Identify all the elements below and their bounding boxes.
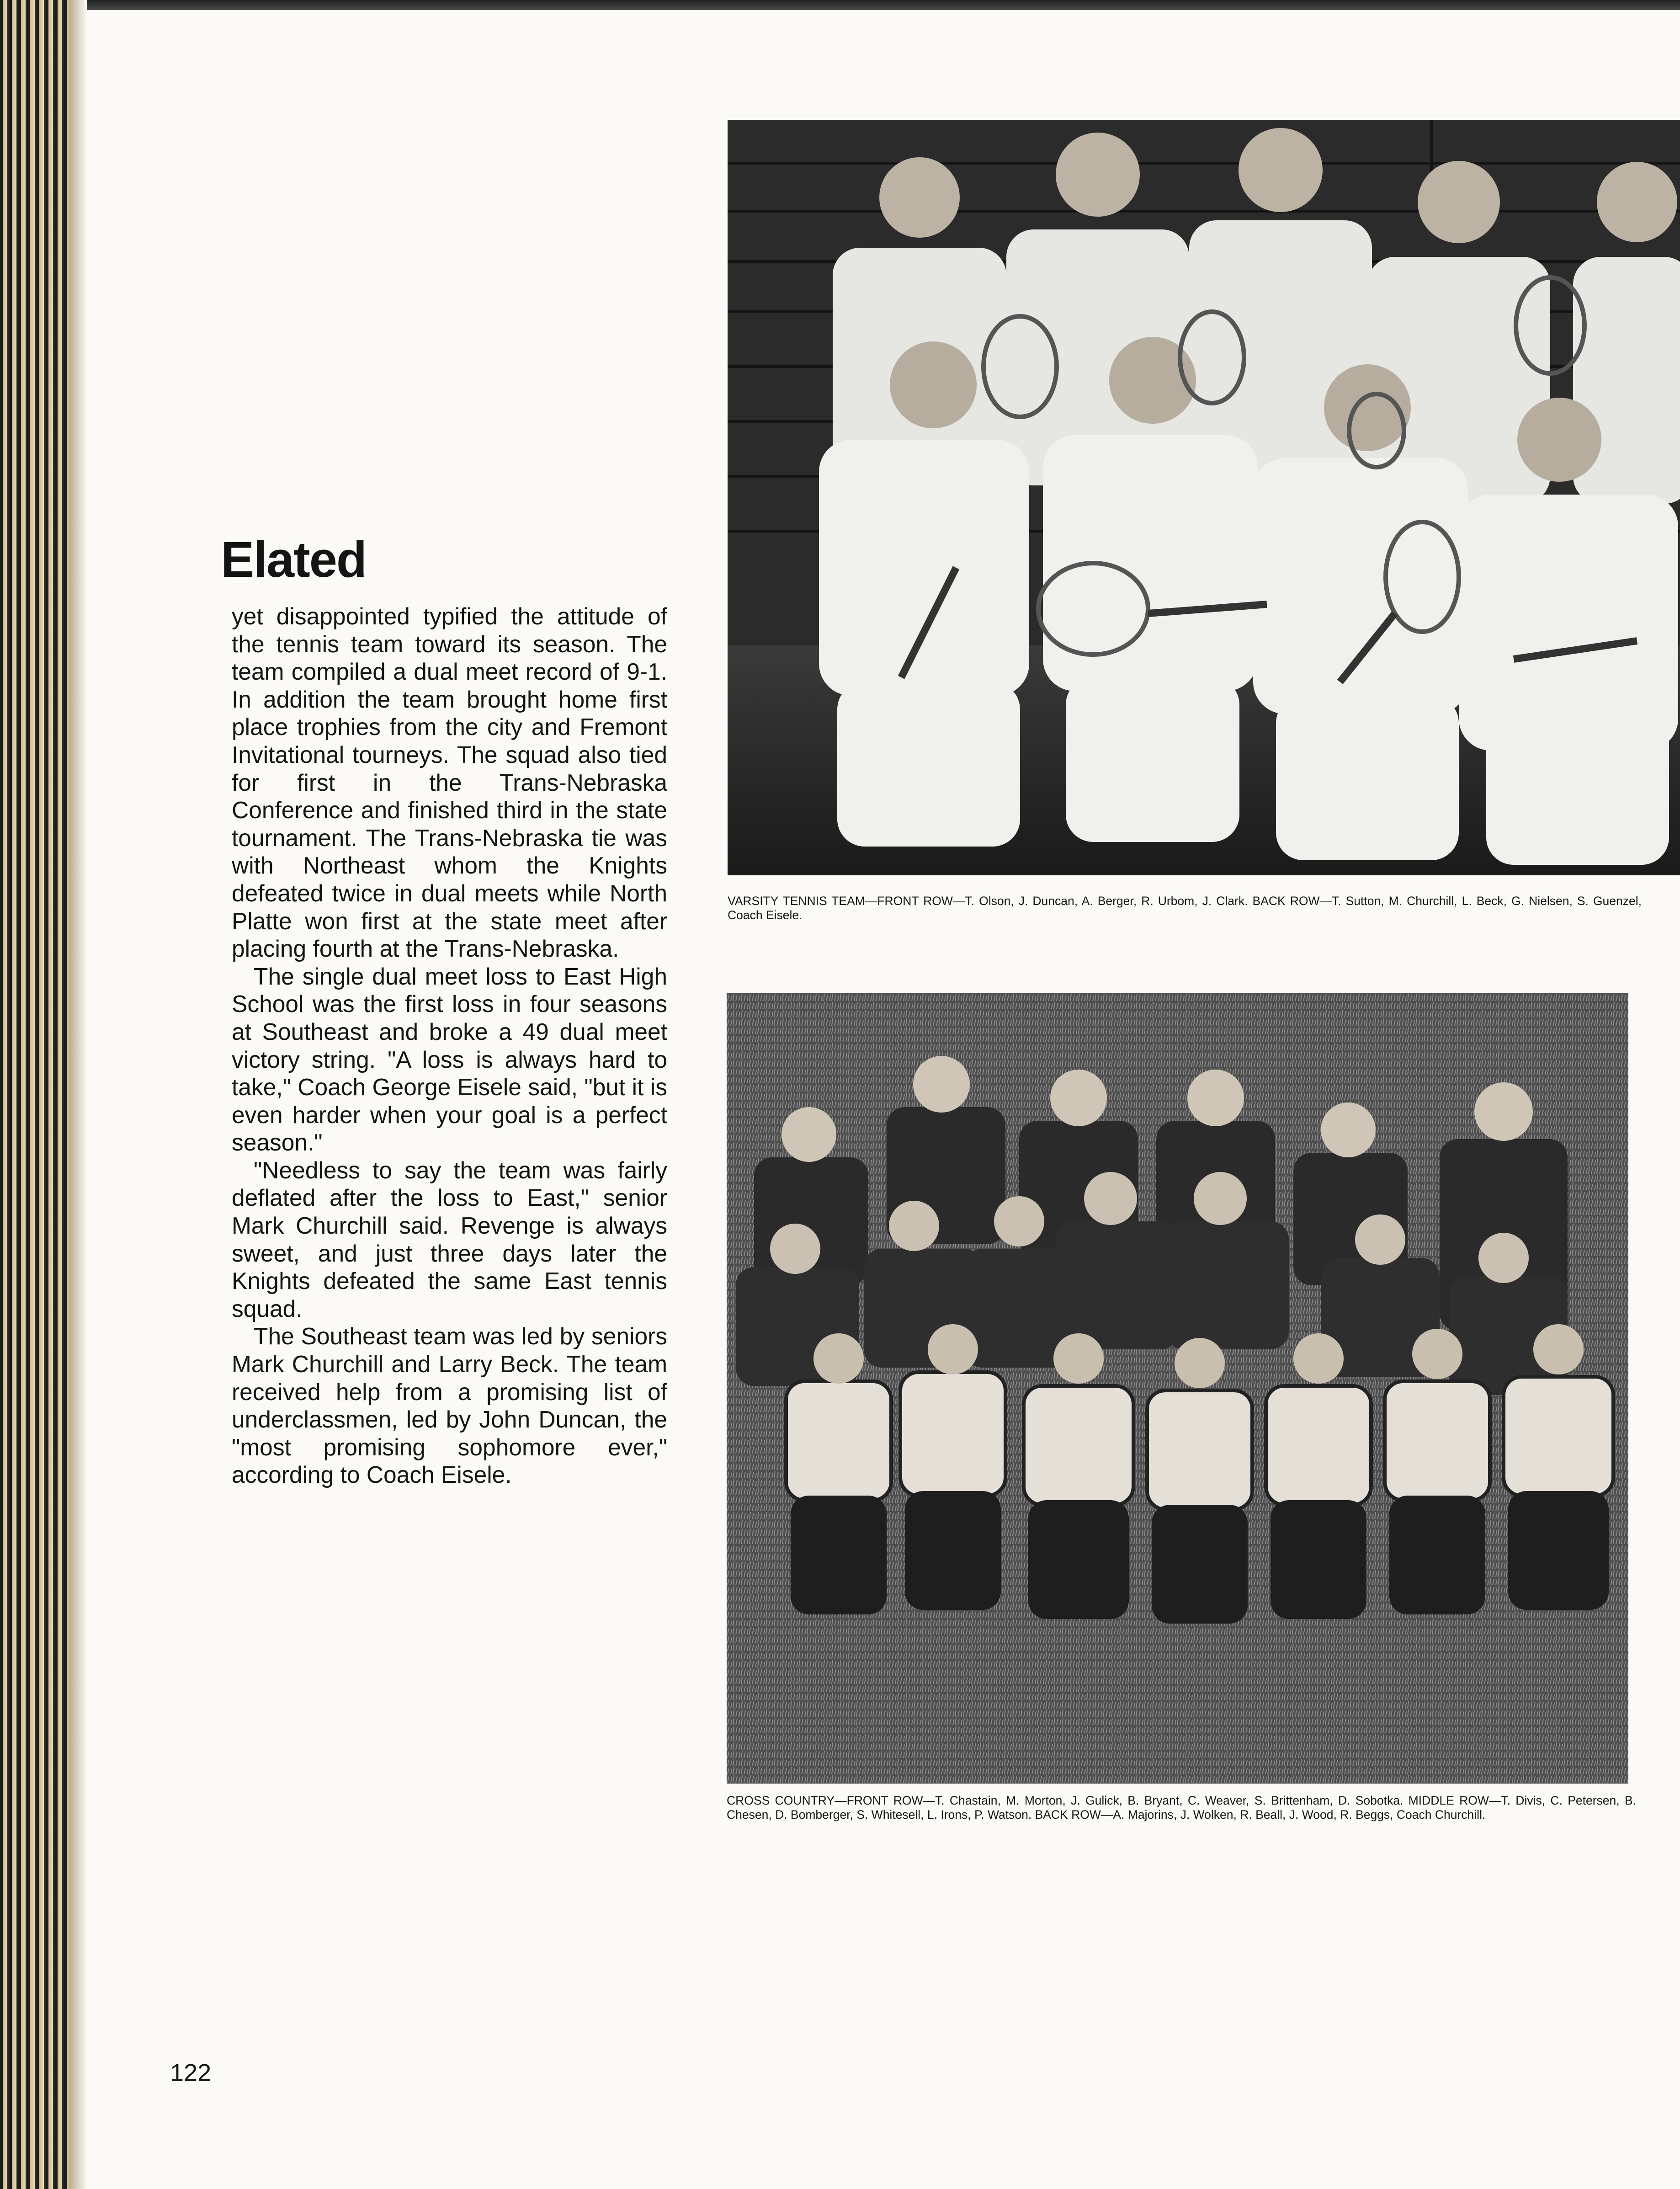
cross-country-photo-caption: CROSS COUNTRY—FRONT ROW—T. Chastain, M. Morton, J. Gulick, B. Bryant, C. Weaver, S. Brittenham, D. Sobotka. MIDDLE ROW—T. Divis, C. Petersen, B. Chesen, D. Bomberger, S. Whitesell, L. Irons, P. Watson. BACK ROW—A. Majorins, J. Wolken, R. Beall, J. Wood, R. Beggs, Coach Churchill. <box>727 1794 1636 1822</box>
cross-country-photo <box>727 993 1628 1784</box>
article-paragraph: yet disappointed typified the attitude of the tennis team toward its season. The team compiled a dual meet record of 9-1. In addition the team brought home first place trophies from the city and Fremont Invitational tourneys. The squad also tied for first in the Trans-Nebraska Conference and finished third in the state tournament. The Trans-Nebraska tie was with Northeast whom the Knights defeated twice in dual meets while North Platte won first at the state meet after placing fourth at the Trans-Nebraska. <box>232 603 667 962</box>
tennis-photo-caption: VARSITY TENNIS TEAM—FRONT ROW—T. Olson, J. Duncan, A. Berger, R. Urbom, J. Clark. BACK ROW—T. Sutton, M. Churchill, L. Beck, G. Nielsen, S. Guenzel, Coach Eisele. <box>728 894 1642 922</box>
article-headline: Elated <box>221 532 367 588</box>
page-number: 122 <box>170 2059 212 2087</box>
tennis-photo-image <box>728 120 1680 875</box>
article-paragraph: The Southeast team was led by seniors Mark Churchill and Larry Beck. The team received help from a promising list of underclassmen, led by John Duncan, the "most promising sophomore ever," according to Coach Eisele. <box>232 1323 667 1488</box>
tennis-team-photo <box>728 120 1680 875</box>
article-body <box>232 602 667 1489</box>
article-paragraph: The single dual meet loss to East High School was the first loss in four seasons at Southeast and broke a 49 dual meet victory string. "A loss is always hard to take," Coach George Eisele said, "but it is even harder when your goal is a perfect season." <box>232 963 667 1156</box>
cross-country-photo-image <box>727 993 1628 1784</box>
article-paragraph: "Needless to say the team was fairly deflated after the loss to East," senior Mark Churchill said. Revenge is always sweet, and just three days later the Knights defeated the same East tennis squad. <box>232 1156 667 1322</box>
binding-shadow <box>69 0 87 2189</box>
page-top-edge <box>0 0 1680 10</box>
